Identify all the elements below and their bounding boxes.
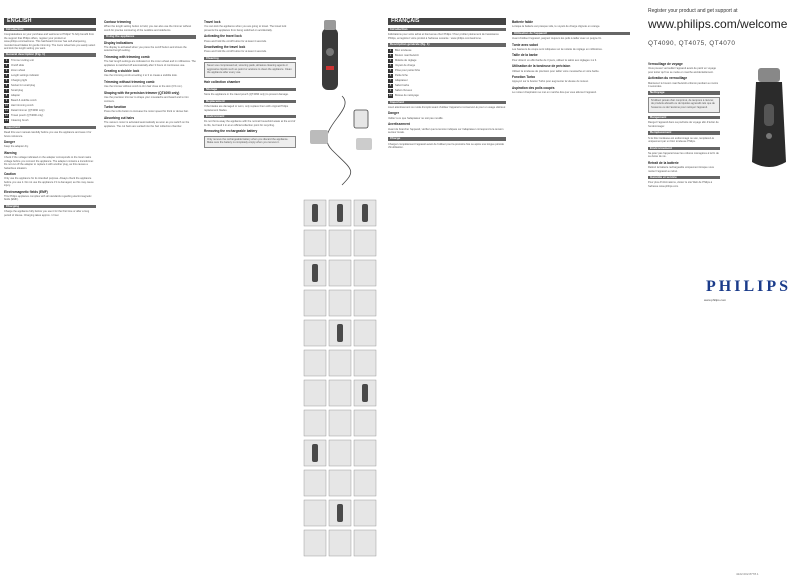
contour-heading: Contour trimming (104, 20, 131, 24)
intro-heading: Introduction (4, 28, 96, 31)
section-title-francais: FRANÇAIS (388, 18, 506, 25)
section-title-english: ENGLISH (4, 18, 96, 25)
beard-text: Use the trimmer without comb to trim hair close to the skin (0.5 mm). (104, 85, 183, 89)
list-item: 6 Socket for small plug (5, 83, 36, 87)
charging-text: Charge the appliance fully before you use it for the first time or after a long period of disuse. Charging takes approx. 1 hour. (4, 210, 90, 217)
fr-storage-heading: Rangement (648, 116, 720, 119)
fr-important-text: Lisez attentivement ce mode d'emploi avant d'utiliser l'appareil et conservez-le pour un usage ultérieur. (388, 106, 506, 110)
warning-text: Check if the voltage indicated on the adapter corresponds to the local mains voltage before you connect the appliance. The adapter contains a transformer. Do not cut off the adapter to replace it with another plug, as this causes a hazardous situation. (4, 156, 94, 170)
list-item: 4 Voyant de charge (389, 63, 416, 67)
fr-removebattery-heading: Retrait de la batterie (648, 160, 679, 165)
fr-cleaning-heading: Nettoyage (648, 91, 720, 94)
fr-battery-heading: Batterie faible (512, 20, 534, 24)
fr-precision-text: Utilisez la tondeuse de précision pour tailler votre moustache et votre barbe. (512, 69, 600, 73)
stubble-text: Use the trimming comb at setting 1 to 3 to create a stubble look. (104, 74, 178, 78)
fr-activate-heading: Activation du verrouillage (648, 76, 688, 81)
fr-warning-text: Avant de brancher l'appareil, vérifiez que la tension indiquée sur l'adaptateur correspond à la tension secteur locale. (388, 127, 504, 135)
deactivate-heading: Deactivating the travel lock (204, 45, 246, 50)
fr-replace-text: Si le bloc tondeuse est endommagé ou usé, remplacez-le uniquement par un bloc tondeuse Philips. (648, 136, 715, 144)
list-item: 2 Bouton marche/arrêt (389, 53, 419, 57)
danger-heading: Danger (4, 140, 15, 145)
list-item: 3 Molette de réglage (389, 58, 417, 62)
small-url: www.philips.com (704, 298, 727, 302)
list-item: 8 Sabot barbe (389, 83, 410, 87)
fr-precision-heading: Utilisation de la tondeuse de précision (512, 64, 571, 69)
caution-heading: Caution (4, 171, 16, 176)
cleaning-note: Never use compressed air, scouring pads, abrasive cleaning agents or aggressive liquids such as petrol or acetone to clean the appliance. Clean the appliance after every use. (204, 62, 296, 78)
list-item: 12 Travel pouch (QT4090 only) (5, 113, 44, 117)
fr-stubble-text: Pour obtenir un effet barbe de 3 jours, utilisez le sabot aux réglages 1 à 3. (512, 58, 597, 62)
fr-travel-text: Vous pouvez verrouiller l'appareil avant de partir en voyage pour éviter qu'il ne se mette en marche accidentellement. (648, 67, 716, 74)
activate-heading: Activating the travel lock (204, 34, 242, 39)
fr-charging-heading: Charge (388, 137, 506, 140)
general-list (4, 59, 96, 123)
list-item: 10 Hair trimming comb (5, 103, 34, 107)
comb-illustration (310, 130, 372, 150)
list-item: 1 Bloc tondeuse (389, 48, 412, 52)
fr-turbo-heading: Fonction Turbo (512, 75, 536, 80)
list-item: 7 Small plug (5, 88, 24, 92)
fr-charging-text: Chargez complètement l'appareil avant de l'utiliser pour la première fois ou après une longue période d'inutilisation. (388, 142, 504, 150)
turbo-heading: Turbo function (104, 104, 127, 109)
travel-text: You can lock the appliance when you are going to travel. The travel lock prevents the appliance from being switched on accidentally. (204, 25, 287, 32)
fr-storage-text: Rangez l'appareil dans sa pochette de voyage afin d'éviter de l'endommager. (648, 121, 719, 128)
trimmer-illustration (322, 20, 338, 90)
list-item: 5 Prise pour petite fiche (389, 68, 421, 72)
fr-warning-heading: Avertissement (388, 122, 410, 127)
list-item: 2 On/off slide (5, 63, 25, 67)
trim-heading: Trimming with trimming comb (104, 54, 150, 59)
shaping-heading: Shaping with the precision trimmer (QT4090 only) (104, 90, 180, 95)
fr-stubble-heading: Taille de la barbe (512, 53, 538, 58)
activate-text: Press and hold the on/off button for at least 4 seconds. (204, 39, 267, 43)
fr-using-heading: Utilisation de l'appareil (512, 32, 630, 35)
general-heading: General description (Fig. 1) (4, 53, 96, 56)
fr-absorb-text: Le moteur d'aspiration se met en marche dès que vous allumez l'appareil. (512, 91, 597, 95)
usage-figures (304, 200, 376, 556)
cleaning-heading: Cleaning (204, 57, 296, 60)
shaping-text: Use the precision trimmer to shape your moustache and beard and to trim contours. (104, 96, 189, 103)
list-item: 4 Length settings indicator (5, 73, 40, 77)
illustration-column (302, 0, 380, 581)
fr-cleaning-note: N'utilisez jamais d'air comprimé, de tampons à récurer, de produits abrasifs ou de liquides agressifs tels que de l'essence ou de l'acétone pour nettoyer l'appareil. (648, 97, 720, 113)
important-heading: Important (4, 126, 96, 129)
fr-guarantee-text: Pour plus d'informations, visitez le site Web de Philips à l'adresse www.philips.com. (648, 181, 713, 188)
list-item: 13 Cleaning brush (5, 118, 29, 122)
fr-trim-heading: Tonte avec sabot (512, 42, 538, 47)
deactivate-text: Press and hold the on/off button for at least 4 seconds. (204, 50, 267, 54)
intro-text: Congratulations on your purchase and welcome to Philips! To fully benefit from the support that Philips offers, register your product at www.philips.com/welcome. This hair/beard trimmer has self-sharpening, rounded steel blades for gentle trimming. The zoom wheel lets you easily select and lock the length setting you want. (4, 33, 96, 51)
list-item: 5 Charging light (5, 78, 28, 82)
fr-absorb-heading: Aspiration des poils coupés (512, 85, 555, 90)
fr-danger-heading: Danger (388, 111, 399, 116)
francais-column-2 (512, 18, 630, 578)
fr-intro-heading: Introduction (388, 28, 506, 31)
env-text: Do not throw away the appliance with the normal household waste at the end of its life, but hand it in at an official collection point for recycling. (204, 120, 296, 127)
replace-text: If the blades are damaged or worn, only replace them with original Philips replacement blades. (204, 105, 289, 112)
cover-french-text (648, 60, 720, 560)
english-column (4, 18, 96, 578)
emf-text: This Philips appliance complies with all standards regarding electromagnetic fields (EMF). (4, 194, 92, 202)
fr-turbo-text: Appuyez sur le bouton Turbo pour augmenter la vitesse du moteur. (512, 80, 589, 84)
chamber-heading: Hair collection chamber (204, 80, 241, 85)
list-item: 8 Adapter (5, 93, 21, 97)
philips-logo: PHILIPS (706, 278, 792, 295)
list-item: 3 Zoom wheel (5, 68, 26, 72)
display-heading: Using the appliance (104, 35, 196, 38)
absorb-text: The vacuum motor is activated automatically as soon as you switch on the appliance. The cut hairs are sucked into the hair collection chamber. (104, 121, 190, 128)
fr-danger-text: Veillez à ce que l'adaptateur ne soit pas mouillé. (388, 116, 444, 120)
absorb-heading: Absorbing cut hairs (104, 115, 135, 120)
display-text: The display is activated when you press the on/off button and shows the selected length setting. (104, 46, 187, 53)
product-photo (742, 64, 802, 174)
battery-note: Only remove the rechargeable battery when you discard the appliance. Make sure the battery is completely empty when you remove it. (204, 136, 296, 149)
replace-heading: Replacement (204, 100, 296, 103)
list-item: 10 Brosse de nettoyage (389, 93, 419, 97)
list-item: 6 Petite fiche (389, 73, 408, 77)
register-text: Register your product and get support at (648, 8, 738, 14)
trim-text: The hair length settings are indicated on the zoom wheel and in millimetres. The appliance is switched off automatically after 3 hours of continuous use. (104, 60, 196, 67)
fr-general-heading: Description générale (fig. 1) (388, 43, 506, 46)
beard-heading: Trimming without trimming comb (104, 79, 155, 84)
welcome-url: www.philips.com/welcome (648, 17, 788, 31)
storage-text: Store the appliance in the travel pouch (QT4090 only) to prevent damage. (204, 93, 289, 97)
list-item: 9 Beard & stubble comb (5, 98, 37, 102)
emf-heading: Electromagnetic fields (EMF) (4, 189, 48, 194)
fr-travel-heading: Verrouillage de voyage (648, 62, 683, 66)
fr-important-heading: Important (388, 101, 506, 104)
battery-heading: Removing the rechargeable battery (204, 129, 258, 134)
fr-replace-heading: Remplacement (648, 131, 720, 134)
fr-guarantee-heading: Garantie et service (648, 176, 720, 179)
fr-removebattery-text: Retirez la batterie rechargeable uniquement lorsque vous mettez l'appareil au rebut. (648, 166, 714, 173)
charging-heading: Charging (4, 205, 96, 208)
product-illustrations (302, 0, 380, 581)
fr-env-text: Ne jetez pas l'appareil avec les ordures ménagères à la fin de sa durée de vie. (648, 151, 719, 159)
english-column-3 (204, 18, 296, 578)
fr-env-heading: Environnement (648, 147, 720, 150)
fr-activate-text: Maintenez le bouton marche/arrêt enfoncé pendant au moins 4 secondes. (648, 81, 719, 89)
display-subheading: Display indications (104, 40, 134, 45)
warning-heading: Warning (4, 150, 17, 155)
list-item: 1 Trimmer cutting unit (5, 58, 34, 62)
travel-heading: Travel lock (204, 20, 221, 24)
document-code: 4222.002.8778.1 (736, 572, 759, 576)
fr-general-list (388, 49, 506, 98)
contour-text: When the length setting button is held, you can also use the trimmer without comb for precise contouring of the neckline and sideburns. (104, 25, 192, 32)
model-numbers: QT4090, QT4075, QT4070 (648, 40, 736, 47)
list-item: 7 Adaptateur (389, 78, 408, 82)
danger-text: Keep the adapter dry. (4, 145, 29, 149)
fr-trim-text: Les hauteurs de coupe sont indiquées sur la molette de réglage en millimètres. (512, 48, 603, 52)
fr-battery-text: Lorsque la batterie est presque vide, le voyant de charge clignote en orange. (512, 25, 601, 29)
list-item: 11 Detail trimmer (QT4090 only) (5, 108, 45, 112)
fr-using-text: Avant d'utiliser l'appareil, peignez toujours les poils à tailler avec un peigne fin. (512, 37, 602, 41)
turbo-text: Press the turbo button to increase the motor speed for thick or dense hair. (104, 110, 189, 114)
list-item: 9 Sabot cheveux (389, 88, 413, 92)
storage-heading: Storage (204, 88, 296, 91)
env-heading: Environment (204, 115, 296, 118)
important-text: Read this user manual carefully before you use the appliance and save it for future reference. (4, 131, 92, 138)
fr-intro-text: Félicitations pour votre achat et bienvenue chez Philips ! Pour profiter pleinement de l'assistance Philips, enregistrez votre produit à l'adresse suivante : www.philips.com/welcome. (388, 33, 499, 40)
english-column-2 (104, 18, 196, 578)
caution-text: Only use the appliance for its intended purpose. Always check the appliance before you use it. Do not use the appliance if it is damaged, as this may cause injury. (4, 177, 94, 188)
francais-column (388, 18, 506, 578)
stubble-heading: Creating a stubble look (104, 69, 140, 74)
